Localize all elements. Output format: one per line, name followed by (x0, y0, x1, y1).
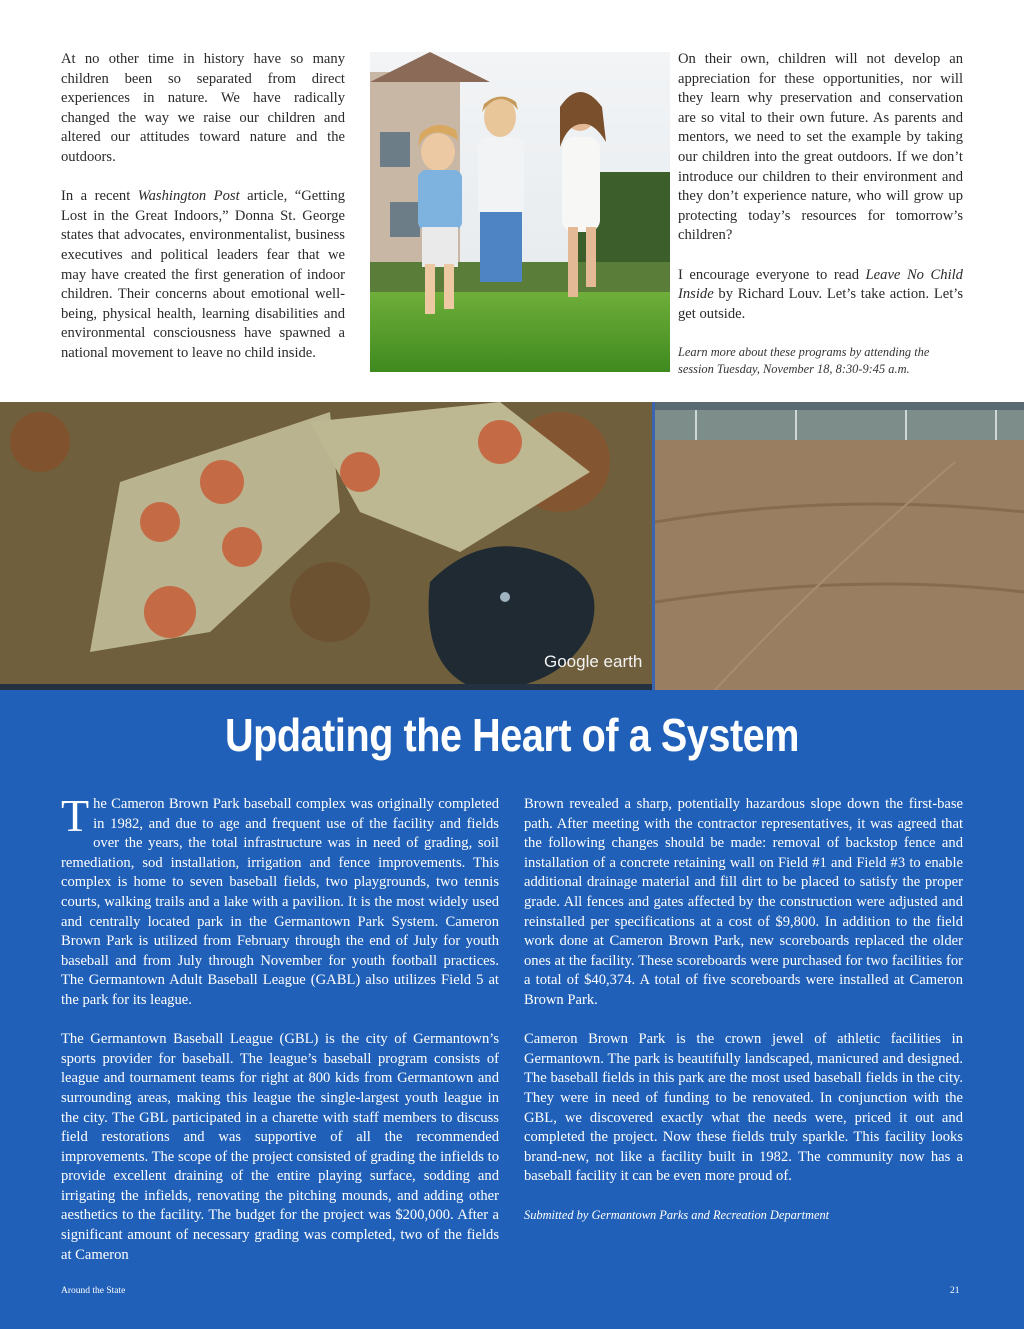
footer-section-name: Around the State (61, 1286, 126, 1296)
article-section (0, 690, 1024, 1329)
article-paragraph-1 (61, 790, 499, 1011)
article-credit: Submitted by Germantown Parks and Recreation Department (524, 1208, 830, 1223)
intro-left-column (61, 50, 345, 383)
article-paragraph-2: The Germantown Baseball League (GBL) is the city of Germantown’s sports provider for baseball. The league’s baseball program consists of league and tournament teams for right at 800 kids from Germantown and surrounding areas, making this league the single-largest youth league in the city. The GBL participated in a charette with staff members to discuss field restorations and was supportive of all the recommended improvements. The scope of the project consisted of grading the infields to provide excellent draining of the entire playing surface, sodding and irrigating the infields, renovating the pitching mounds, and adding other aesthetics to the facility. The budget for the project was $200,000. After a significant amount of necessary grading was completed, two of the fields at Cameron (61, 1031, 499, 1263)
text-run: In a recent (61, 188, 138, 205)
aerial-illustration (0, 402, 652, 690)
article-paragraph-4: Cameron Brown Park is the crown jewel of athletic facilities in Germantown. The park is beautifully landscaped, manicured and designed. The baseball fields in this park are the most used baseball fields in the city. They were in need of funding to be renovated. In conjunction with the GBL, we discovered exactly what the needs were, priced it out and completed the project. Now these fields truly sparkle. This facility looks brand-new, not like a facility built in 1982. The community now has a baseball facility it can be even more proud of. (524, 1031, 963, 1185)
aerial-park-photo (0, 402, 652, 690)
page-number: 21 (950, 1286, 960, 1296)
text-run: I encourage everyone to read (678, 266, 866, 283)
article-left-column (61, 790, 499, 1285)
publication-title: Washington Post (137, 188, 240, 205)
top-section (0, 0, 1024, 402)
text-run: article, “Getting Lost in the Great Indoors,” Donna St. George states that advocates, environmentalist, business executives and political leaders fear that we may have created the first generation of indoor children. Their concerns about emotional well-being, physical health, learning disabilities and environmental consciousness have spawned a national movement to leave no child inside. (61, 188, 346, 361)
family-photo-illustration (370, 52, 670, 372)
book-title: Leave No Child Inside (678, 266, 963, 303)
intro-paragraph-1: At no other time in history have so many children been so separated from direct experiences in nature. We have radically changed the way we raise our children and altered our attitudes toward nature and the outdoors. (61, 51, 345, 165)
intro-right-column (678, 50, 963, 398)
article-paragraph-3: Brown revealed a sharp, potentially hazardous slope down the first-base path. After meeting with the contractor representatives, it was agreed that the following changes should be made: removal of backstop fence and installation of a concrete retaining wall on Field #1 and Field #3 to enable additional drainage material and fill dirt to be placed to satisfy the proper grade. All fences and gates affected by the construction were adjusted and reinstalled per specifications at a cost of $9,800. In addition to the field work done at Cameron Brown Park, new scoreboards replaced the older ones at the facility. These scoreboards were purchased for two facilities for a total of $40,374. A total of five scoreboards were installed at Cameron Brown Park. (524, 796, 963, 1008)
intro-paragraph-4 (678, 266, 963, 325)
text-run: by Richard Louv. Let’s take action. Let’s get outside. (678, 286, 963, 322)
intro-paragraph-2 (61, 187, 345, 363)
text-run: he Cameron Brown Park baseball complex was originally completed in 1982, and due to age and frequent use of the facility and fields over the years, the total infrastructure was in need of grading, soil remediation, sod installation, irrigation and fence improvements. This complex is home to seven baseball fields, two playgrounds, two tennis courts, walking trails and a lake with a pavilion. It is the most widely used and centrally located park in the Germantown Park System. Cameron Brown Park is utilized from February through the end of July for youth baseball and from July through November for youth football practices. The Germantown Adult Baseball League (GABL) also utilizes Field 5 at the park for its league. (61, 796, 499, 1008)
intro-paragraph-3: On their own, children will not develop an appreciation for these opportunities, nor will they learn why preservation and conservation are so vital to their own future. As parents and mentors, we need to set the example by taking our children into the great outdoors. If we don’t introduce our children to their environment and they don’t experience nature, who will grow up protecting today’s resources for tomorrow’s children? (678, 51, 963, 244)
session-caption: Learn more about these programs by attending the session Tuesday, November 18, 8:30-9:45 a.m. (678, 344, 930, 376)
google-earth-watermark: Google earth (544, 652, 643, 671)
article-headline: Updating the Heart of a System (224, 709, 799, 761)
infield-dirt-photo (655, 402, 1024, 690)
article-right-column (524, 795, 963, 1246)
infield-illustration (655, 402, 1024, 690)
family-running-photo (370, 52, 670, 372)
drop-cap: T (61, 790, 90, 841)
